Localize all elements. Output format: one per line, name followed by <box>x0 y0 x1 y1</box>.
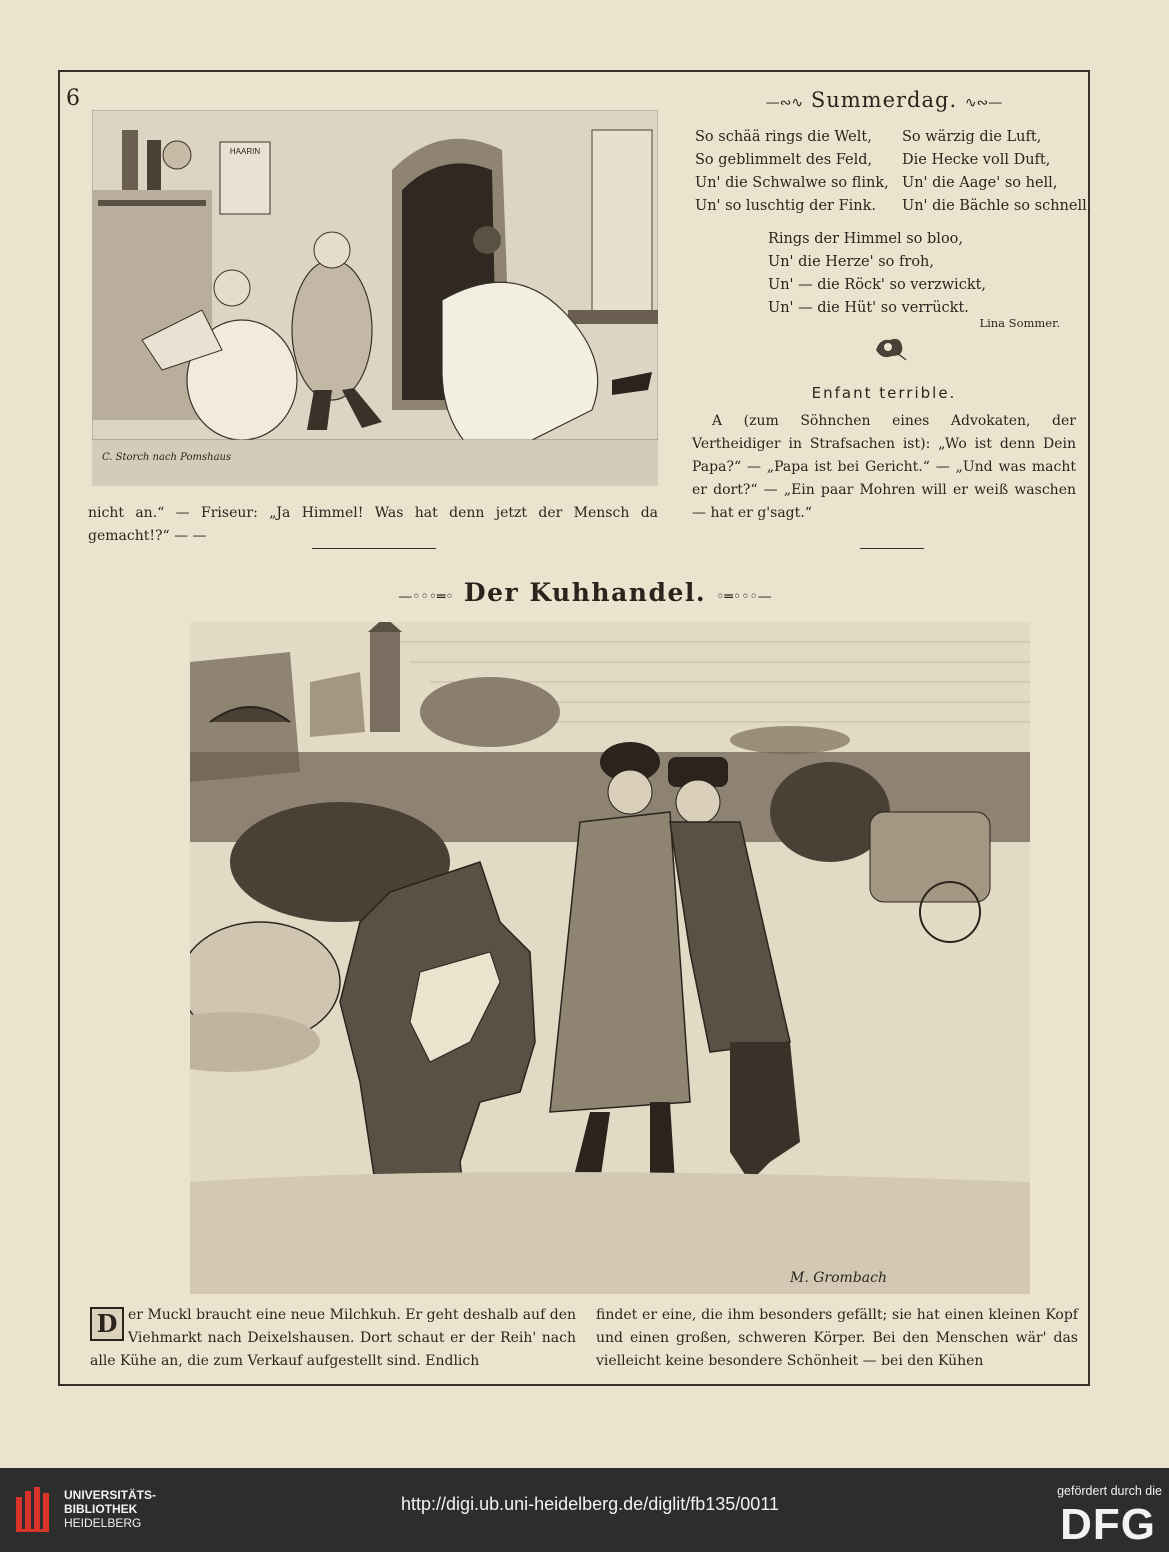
page-number: 6 <box>66 86 80 111</box>
poem-line <box>695 195 1092 218</box>
poem-line: Un' die Herze' so froh, <box>768 254 934 270</box>
poem-line: Un' — die Röck' so verzwickt, <box>768 277 987 293</box>
poem-verse-right: Die Hecke voll Duft, <box>902 152 1051 168</box>
poem-verse-right: So wärzig die Luft, <box>902 129 1042 145</box>
poem-title-ornament-left: —∾∿ <box>765 95 804 111</box>
library-line-3: HEIDELBERG <box>64 1516 142 1530</box>
drop-cap: D <box>90 1307 124 1341</box>
poem-author: Lina Sommer. <box>979 316 1060 330</box>
poem-verse-left: Un' die Schwalwe so flink, <box>695 175 889 191</box>
poem-line <box>695 126 1080 149</box>
poem-title <box>692 88 1076 112</box>
enfant-terrible-body: A (zum Söhnchen eines Advokaten, der Vertheidiger in Strafsachen ist): „Wo ist denn Dein Papa?“ — „Papa ist bei Gericht.“ — „Und was macht er dort?“ — „Ein paar Mohren will er weiß waschen — hat er g'sagt.“ <box>692 413 1076 521</box>
barber-illustration <box>92 110 658 486</box>
library-line-2: BIBLIOTHEK <box>64 1502 138 1516</box>
university-library-name[interactable] <box>64 1488 156 1530</box>
story-title-text: Der Kuhhandel. <box>463 578 707 607</box>
story-column-2: findet er eine, die ihm besonders gefällt; sie hat einen kleinen Kopf und einen großen, schweren Körper. Bei den Menschen wär' das vielleicht keine besondere Schönheit — bei den Kühen <box>596 1307 1078 1369</box>
poem-stanza-1 <box>695 126 1092 218</box>
poem-line <box>695 149 1080 172</box>
divider-rule-left <box>312 548 436 549</box>
university-library-logo-icon <box>14 1483 54 1535</box>
poem-line: Rings der Himmel so bloo, <box>768 231 964 247</box>
market-signature: M. Grombach <box>790 1270 887 1286</box>
poem-line: Un' — die Hüt' so verrückt. <box>768 300 969 316</box>
poem-verse-left: So geblimmelt des Feld, <box>695 152 873 168</box>
story-title-ornament-left: —◦◦◦═◦ <box>398 589 454 605</box>
poem-title-ornament-right: ∿∾— <box>964 95 1003 111</box>
story-column-1-text: er Muckl braucht eine neue Milchkuh. Er geht deshalb auf den Viehmarkt nach Deixelshausen. Dort schaut er der Reih' nach alle Kühe an, die zum Verkauf aufgestellt sind. Endlich <box>90 1307 576 1369</box>
poem-title-text: Summerdag. <box>810 88 958 112</box>
poem-verse-right: Un' die Bächle so schnell. <box>902 198 1092 214</box>
cattle-market-illustration <box>190 622 1030 1294</box>
story-title <box>300 578 870 607</box>
poem-stanza-2 <box>768 228 986 320</box>
friseur-text: nicht an.“ — Friseur: „Ja Himmel! Was hat denn jetzt der Mensch da gemacht!?“ — — <box>88 505 658 544</box>
divider-rule-right <box>860 548 924 549</box>
library-line-1: UNIVERSITÄTS- <box>64 1488 157 1502</box>
flower-ornament-icon <box>868 332 908 362</box>
poem-line <box>695 172 1080 195</box>
poem-verse-right: Un' die Aage' so hell, <box>902 175 1058 191</box>
enfant-terrible-title: Enfant terrible. <box>811 384 957 402</box>
story-title-ornament-right: ◦═◦◦◦— <box>716 589 772 605</box>
document-url-link[interactable]: http://digi.ub.uni-heidelberg.de/diglit/fb135/0011 <box>401 1494 779 1514</box>
poem-verse-left: So schää rings die Welt, <box>695 129 872 145</box>
story-column-1 <box>90 1304 576 1373</box>
poem-verse-left: Un' so luschtig der Fink. <box>695 198 877 214</box>
dfg-logo[interactable]: DFG <box>1060 1500 1156 1549</box>
barber-sign-text: HAARIN <box>229 147 261 156</box>
funded-by-text: gefördert durch die <box>1057 1484 1162 1498</box>
barber-signature: C. Storch nach Pomshaus <box>102 452 232 463</box>
